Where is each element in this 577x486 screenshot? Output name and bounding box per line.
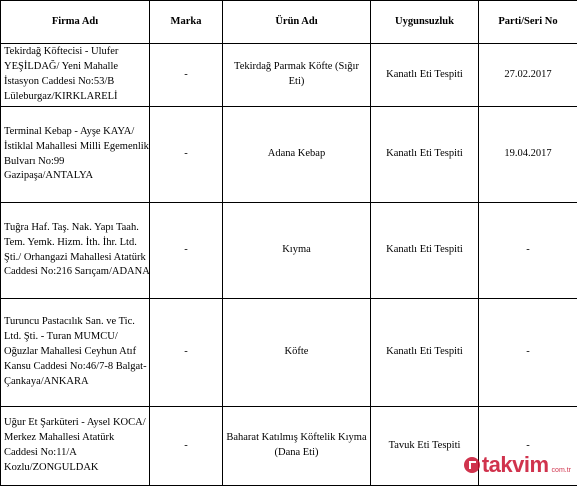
- firm-line: Gazipaşa/ANTALYA: [4, 169, 146, 184]
- firm-line: Caddesi No:11/A: [4, 446, 146, 461]
- header-firm: Firma Adı: [1, 1, 150, 44]
- firm-line: İstasyon Caddesi No:53/B: [4, 75, 146, 90]
- firm-line: Kansu Caddesi No:46/7-8 Balgat-: [4, 360, 146, 375]
- cell-firm: [1, 407, 150, 486]
- cell-batch: -: [479, 299, 577, 407]
- header-nonconformity: Uygunsuzluk: [371, 1, 479, 44]
- product-line: Tekirdağ Parmak Köfte (Sığır Eti): [226, 60, 367, 90]
- header-row: [1, 1, 577, 44]
- firm-line: Oğuzlar Mahallesi Ceyhun Atıf: [4, 345, 146, 360]
- firm-line: YEŞİLDAĞ/ Yeni Mahalle: [4, 60, 146, 75]
- header-batch: Parti/Seri No: [479, 1, 577, 44]
- cell-firm: [1, 44, 150, 107]
- cell-firm: [1, 107, 150, 203]
- table-row: [1, 299, 577, 407]
- cell-nonconformity: Kanatlı Eti Tespiti: [371, 299, 479, 407]
- cell-product: [223, 299, 371, 407]
- cell-product: [223, 407, 371, 486]
- cell-nonconformity: Kanatlı Eti Tespiti: [371, 203, 479, 299]
- cell-batch: 19.04.2017: [479, 107, 577, 203]
- firm-line: Lüleburgaz/KIRKLARELİ: [4, 90, 146, 105]
- product-line: Kıyma: [226, 243, 367, 258]
- product-line: Adana Kebap: [226, 147, 367, 162]
- cell-batch: 27.02.2017: [479, 44, 577, 107]
- cell-firm: [1, 299, 150, 407]
- cell-batch: -: [479, 407, 577, 486]
- firm-line: Tekirdağ Köftecisi - Ulufer: [4, 45, 146, 60]
- firm-line: Tem. Yemk. Hizm. İth. İhr. Ltd.: [4, 236, 146, 251]
- header-brand: Marka: [150, 1, 223, 44]
- firm-line: Terminal Kebap - Ayşe KAYA/: [4, 125, 146, 140]
- firm-line: Uğur Et Şarküteri - Aysel KOCA/: [4, 416, 146, 431]
- firm-line: Turuncu Pastacılık San. ve Tic.: [4, 315, 146, 330]
- cell-brand: -: [150, 407, 223, 486]
- cell-brand: -: [150, 44, 223, 107]
- header-product: Ürün Adı: [223, 1, 371, 44]
- cell-firm: [1, 203, 150, 299]
- firm-line: Caddesi No:216 Sarıçam/ADANA: [4, 265, 146, 280]
- watermark-suffix: com.tr: [552, 467, 571, 474]
- takvim-logo-icon: [464, 457, 480, 473]
- firm-line: Bulvarı No:99: [4, 155, 146, 170]
- table-row: [1, 107, 577, 203]
- product-line: Baharat Katılmış Köftelik Kıyma: [226, 431, 367, 446]
- firm-line: İstiklal Mahallesi Milli Egemenlik: [4, 140, 146, 155]
- product-line: (Dana Eti): [226, 446, 367, 461]
- table-row: [1, 44, 577, 107]
- watermark-brand: takvim: [482, 452, 549, 478]
- firm-line: Şti./ Orhangazi Mahallesi Atatürk: [4, 251, 146, 266]
- takvim-watermark: [464, 452, 571, 478]
- cell-nonconformity: Kanatlı Eti Tespiti: [371, 107, 479, 203]
- cell-product: [223, 203, 371, 299]
- firm-line: Ltd. Şti. - Turan MUMCU/: [4, 330, 146, 345]
- cell-brand: -: [150, 299, 223, 407]
- table-row: [1, 203, 577, 299]
- table-body: [1, 44, 577, 486]
- cell-batch: -: [479, 203, 577, 299]
- firm-line: Tuğra Haf. Taş. Nak. Yapı Taah.: [4, 221, 146, 236]
- cell-nonconformity: Kanatlı Eti Tespiti: [371, 44, 479, 107]
- product-line: Köfte: [226, 345, 367, 360]
- cell-brand: -: [150, 203, 223, 299]
- cell-product: [223, 107, 371, 203]
- cell-brand: -: [150, 107, 223, 203]
- cell-product: [223, 44, 371, 107]
- firm-line: Merkez Mahallesi Atatürk: [4, 431, 146, 446]
- firm-line: Çankaya/ANKARA: [4, 375, 146, 390]
- firm-line: Kozlu/ZONGULDAK: [4, 461, 146, 476]
- cell-nonconformity: Tavuk Eti Tespiti: [371, 407, 479, 486]
